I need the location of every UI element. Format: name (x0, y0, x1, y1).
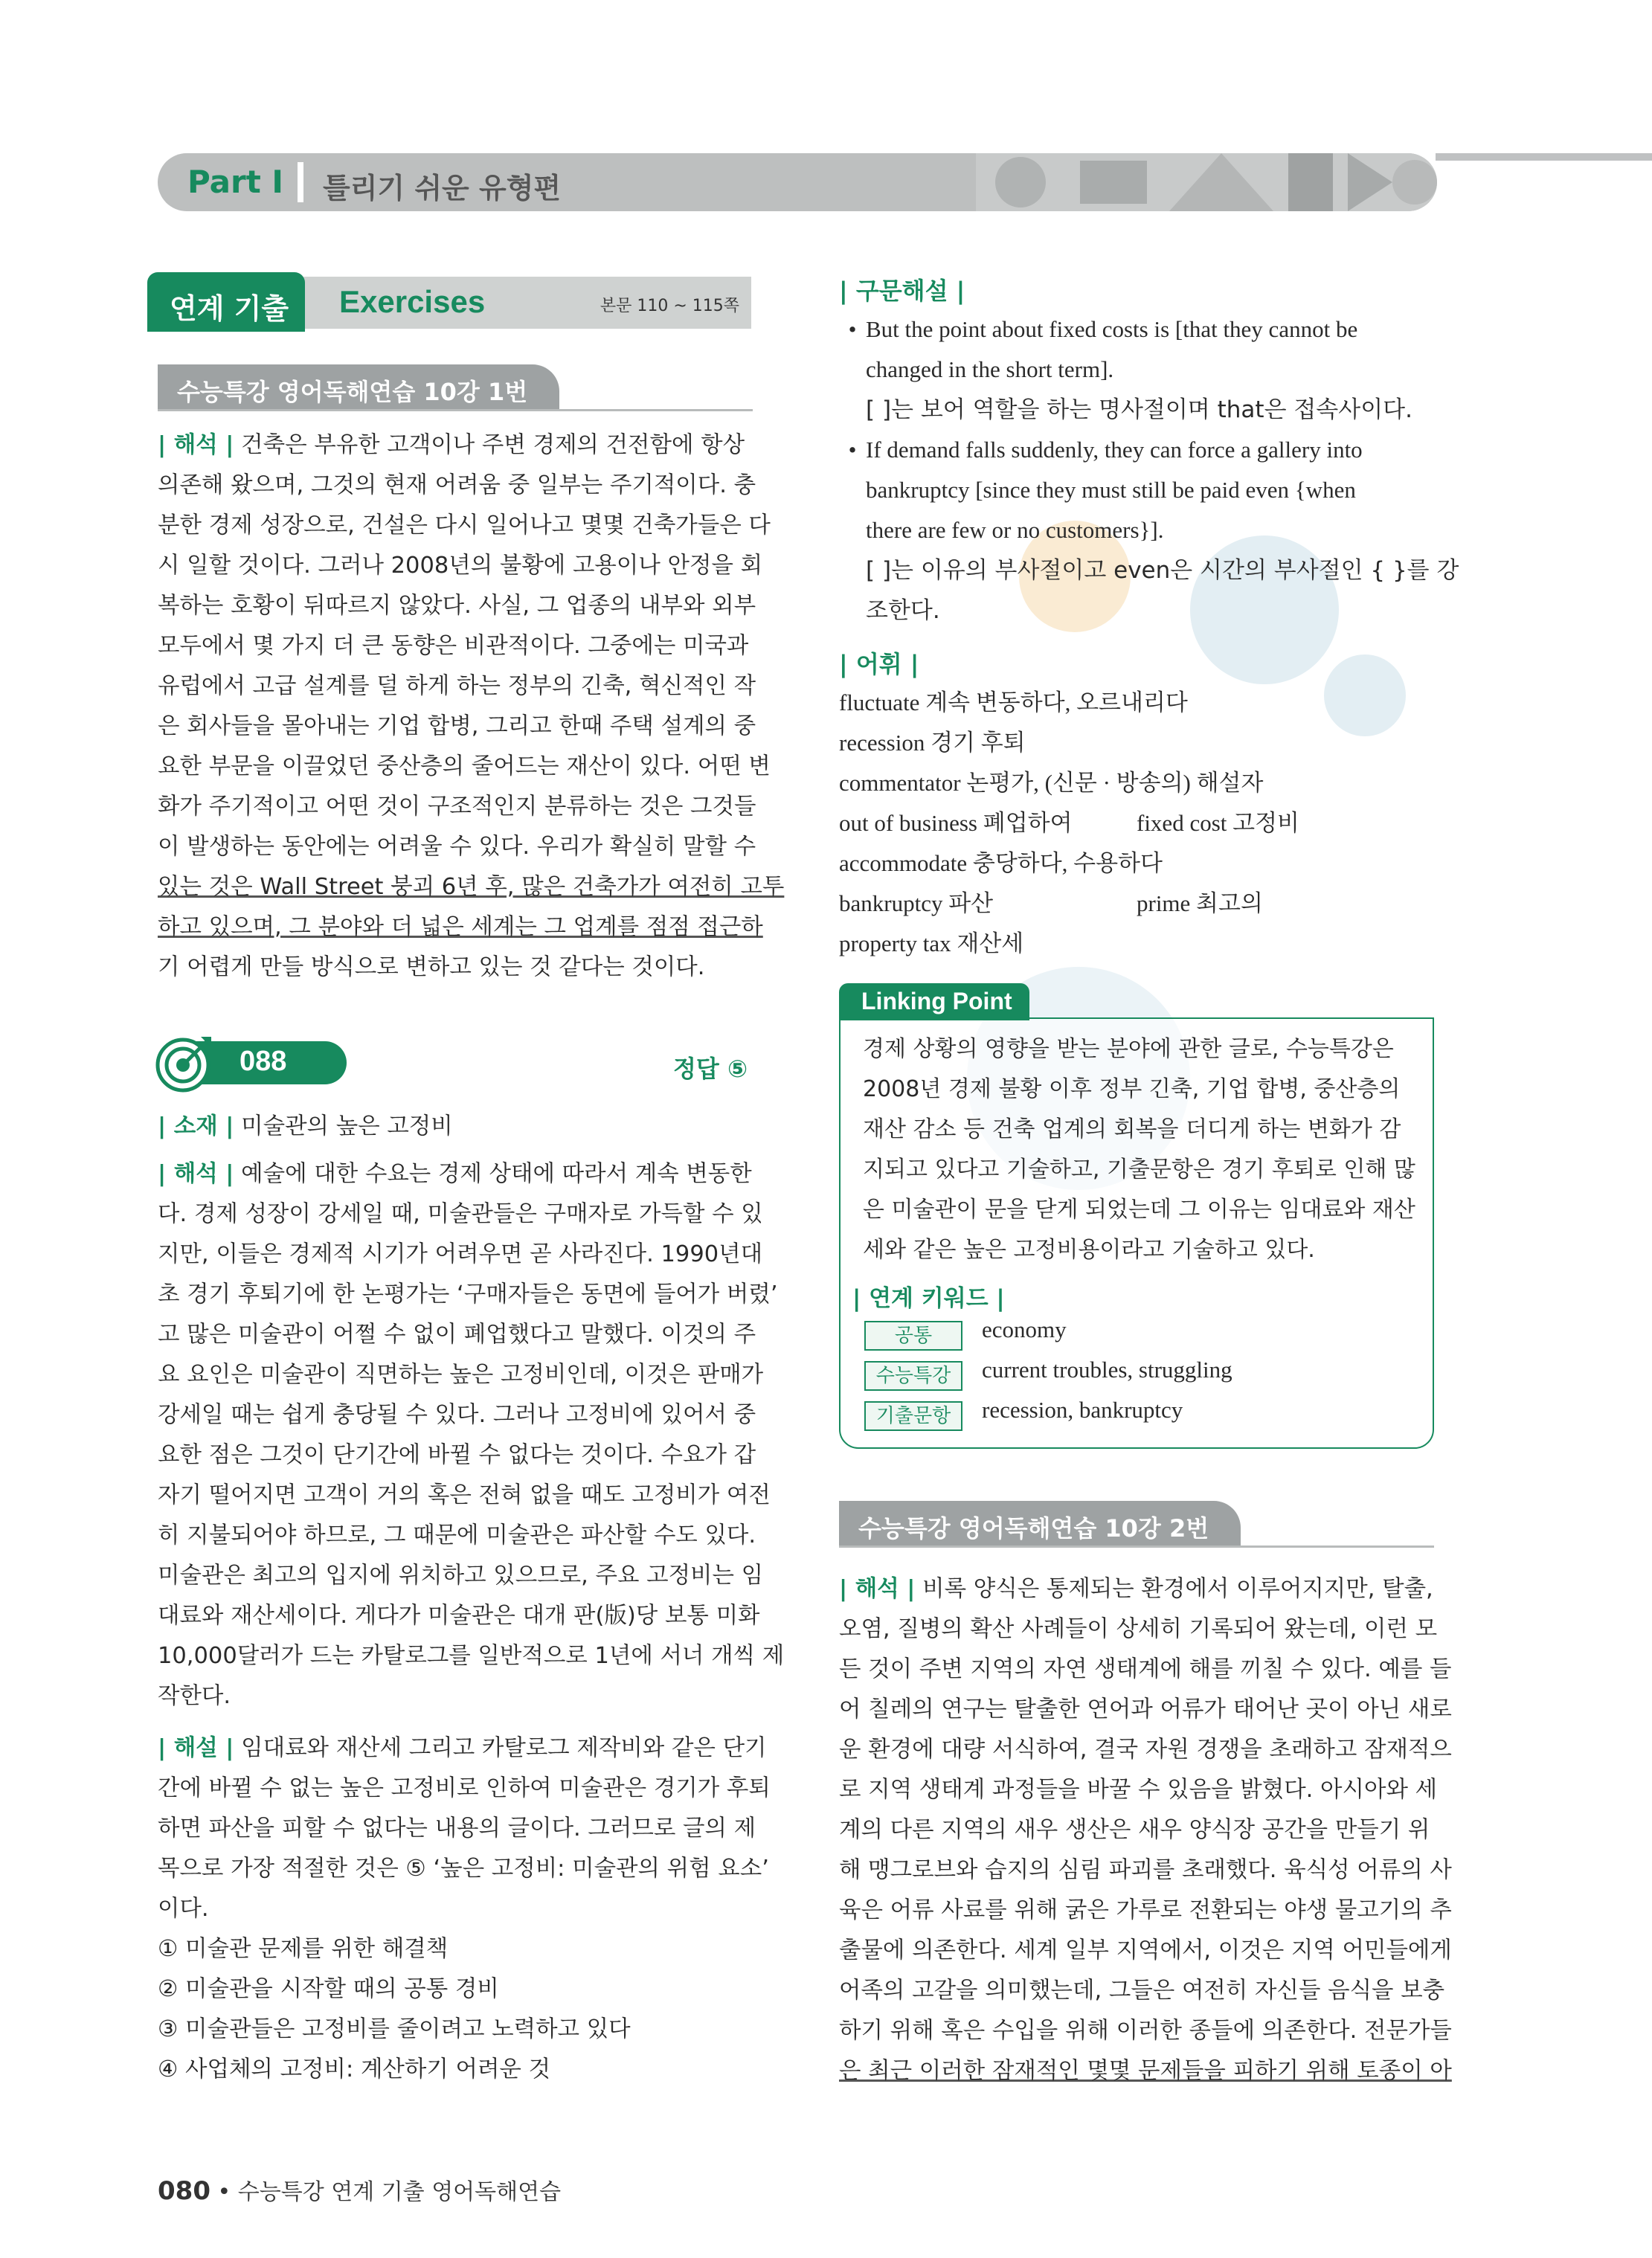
section-title: Exercises (339, 284, 486, 319)
option-1: ① 미술관 문제를 위한 해결책 (158, 1936, 449, 1962)
text-line-underlined: 은 최근 이러한 잠재적인 몇몇 문제들을 피하기 위해 토종이 아 (839, 2058, 1452, 2084)
answer-label: 정답 ⑤ (673, 1055, 748, 1083)
subheader-2-label: 수능특강 영어독해연습 10강 2번 (858, 1514, 1209, 1543)
text-line: 하면 파산을 피할 수 없다는 내용의 글이다. 그러므로 글의 제 (158, 1815, 756, 1842)
text-line: 10,000달러가 드는 카탈로그를 일반적으로 1년에 서너 개씩 제 (158, 1643, 785, 1669)
text-line: 해 맹그로브와 습지의 심림 파괴를 초래했다. 육식성 어류의 사 (839, 1857, 1452, 1883)
vocab-row (839, 884, 1263, 924)
text-line: 모두에서 몇 가지 더 큰 동향은 비관적이다. 그중에는 미국과 (158, 633, 749, 659)
part-label: Part I (187, 164, 284, 200)
text-line: 출물에 의존한다. 세계 일부 지역에서, 이것은 지역 어민들에게 (839, 1937, 1452, 1963)
topic-tag: | 소재 | (158, 1113, 234, 1139)
section-tab-label: 연계 기출 (170, 292, 289, 325)
text-line: 목으로 가장 적절한 것은 ⑤ ‘높은 고정비: 미술관의 위험 요소’ (158, 1856, 769, 1882)
text-line: 지되고 있다고 기술하고, 기출문항은 경기 후퇴로 인해 많 (863, 1157, 1415, 1183)
text-line: 화가 주기적이고 어떤 것이 구조적인지 분류하는 것은 그것들 (158, 794, 756, 820)
translation-tag: | 해석 | (839, 1576, 916, 1602)
vocab-entry: accommodate 충당하다, 수용하다 (839, 850, 1163, 876)
keyword-value: economy (982, 1316, 1067, 1342)
text-line: 요한 부문을 이끌었던 중산층의 줄어드는 재산이 있다. 어떤 변 (158, 753, 771, 779)
keyword-tag: | 연계 키워드 | (852, 1285, 1005, 1312)
text-line: But the point about fixed costs is [that they cannot be (866, 316, 1358, 342)
part-header (158, 153, 1437, 211)
text-line-underlined: 하고 있으며, 그 분야와 더 넓은 세계는 그 업계를 점점 접근하 (158, 914, 763, 940)
text-line: 의존해 왔으며, 그것의 현재 어려움 중 일부는 주기적이다. 충 (158, 472, 756, 498)
vocab-row (839, 843, 1263, 884)
text-line: 로 지역 생태계 과정들을 바꿀 수 있음을 밝혔다. 아시아와 세 (839, 1777, 1438, 1803)
text-line: 하기 위해 혹은 수입을 위해 이러한 종들에 의존한다. 전문가들 (839, 2018, 1452, 2044)
topic-text: 미술관의 높은 고정비 (234, 1113, 453, 1139)
vocab-entry: commentator 논평가, (신문 · 방송의) 해설자 (839, 770, 1264, 796)
keyword-value: recession, bankruptcy (982, 1397, 1183, 1423)
text-line: 이다. (158, 1896, 209, 1922)
text-line: 운 환경에 대량 서식하여, 결국 자원 경쟁을 초래하고 잠재적으 (839, 1737, 1452, 1763)
passage-1-translation (158, 425, 785, 988)
passage-2-translation (158, 1154, 785, 1717)
text-line: 고 많은 미술관이 어쩔 수 없이 폐업했다고 말했다. 이것의 주 (158, 1322, 756, 1348)
part-title: 틀리기 쉬운 유형편 (323, 172, 562, 205)
text-line: [ ]는 보어 역할을 하는 명사절이며 that은 접속사이다. (866, 396, 1412, 423)
text-line: there are few or no customers}]. (866, 517, 1164, 543)
translation-tag: | 해석 | (158, 1161, 234, 1187)
text-line: 기 어렵게 만들 방식으로 변하고 있는 것 같다는 것이다. (158, 954, 705, 980)
option-4: ④ 사업체의 고정비: 계산하기 어려운 것 (158, 2056, 551, 2082)
text-line: 육은 어류 사료를 위해 굵은 가루로 전환되는 야생 물고기의 추 (839, 1897, 1452, 1923)
text-line: 어족의 고갈을 의미했는데, 그들은 여전히 자신들 음식을 보충 (839, 1978, 1445, 2004)
text-line: 경제 상황의 영향을 받는 분야에 관한 글로, 수능특강은 (863, 1036, 1394, 1062)
vocab-entry: recession 경기 후퇴 (839, 730, 1026, 756)
linking-point-tab (839, 983, 1029, 1020)
bullet: • (848, 437, 857, 463)
subheader-1-rule (158, 409, 753, 411)
vocab-row (839, 723, 1263, 763)
bullet: • (848, 316, 857, 342)
text-line: 분한 경제 성장으로, 건설은 다시 일어나고 몇몇 건축가들은 다 (158, 512, 771, 538)
header-decoration (976, 153, 1437, 211)
option-2: ② 미술관을 시작할 때의 공통 경비 (158, 1976, 499, 2002)
target-icon (155, 1034, 214, 1093)
subheader-1-label: 수능특강 영어독해연습 10강 1번 (177, 378, 528, 406)
text-line: 히 지불되어야 하므로, 그 때문에 미술관은 파산할 수도 있다. (158, 1522, 756, 1548)
text-line: 요 요인은 미술관이 직면하는 높은 고정비인데, 이것은 판매가 (158, 1362, 764, 1388)
text-line: changed in the short term]. (866, 356, 1114, 382)
subheader-2-rule (839, 1545, 1434, 1548)
keyword-chip: 기출문항 (864, 1401, 962, 1431)
question-number: 088 (240, 1046, 287, 1077)
text-line: 대료와 재산세이다. 게다가 미술관은 대개 판(版)당 보통 미화 (158, 1603, 760, 1629)
text-line: 초 경기 후퇴기에 한 논평가는 ‘구매자들은 동면에 들어가 버렸’ (158, 1281, 778, 1307)
vocab-row (839, 924, 1263, 964)
text-line: 은 회사들을 몰아내는 기업 합병, 그리고 한때 주택 설계의 중 (158, 713, 756, 739)
vocab-row (839, 683, 1263, 723)
page-footer (158, 2173, 561, 2206)
syntax-line (839, 309, 1434, 350)
option-3: ③ 미술관들은 고정비를 줄이려고 노력하고 있다 (158, 2016, 631, 2042)
section-tab (147, 272, 305, 332)
text-line: 간에 바뀔 수 없는 높은 고정비로 인하여 미술관은 경기가 후퇴 (158, 1775, 771, 1801)
text-line: 복하는 호황이 뒤따르지 않았다. 사실, 그 업종의 내부와 외부 (158, 593, 756, 619)
text-line: 2008년 경제 불황 이후 정부 긴축, 기업 합병, 중산층의 (863, 1076, 1401, 1102)
keyword-value: current troubles, struggling (982, 1357, 1232, 1383)
text-line: bankruptcy [since they must still be paid even {when (866, 477, 1356, 503)
vocab-entry: property tax 재산세 (839, 930, 1024, 956)
text-line-underlined: 있는 것은 Wall Street 붕괴 6년 후, 많은 건축가가 여전히 고투 (158, 874, 785, 900)
explanation-tag: | 해설 | (158, 1735, 234, 1761)
text-line: 작한다. (158, 1683, 231, 1709)
text-line: 유럽에서 고급 설계를 덜 하게 하는 정부의 긴축, 혁신적인 작 (158, 673, 756, 699)
syntax-item-1 (839, 309, 1434, 430)
translation-tag: | 해석 | (158, 432, 234, 458)
text-line: 계의 다른 지역의 새우 생산은 새우 양식장 공간을 만들기 위 (839, 1817, 1430, 1843)
text-line: 세와 같은 높은 고정비용이라고 기술하고 있다. (863, 1237, 1315, 1263)
text-line: 다. 경제 성장이 강세일 때, 미술관들은 구매자로 가득할 수 있 (158, 1201, 763, 1227)
syntax-line (839, 430, 1434, 470)
linking-point-text (863, 1029, 1413, 1270)
text-line: 건축은 부유한 고객이나 주변 경제의 건전함에 항상 (234, 432, 745, 458)
text-line: If demand falls suddenly, they can force a gallery into (866, 437, 1363, 463)
text-line: 시 일할 것이다. 그러나 2008년의 불황에 고용이나 안정을 회 (158, 553, 763, 579)
text-line: 예술에 대한 수요는 경제 상태에 따라서 계속 변동한 (234, 1161, 752, 1187)
syntax-item-2 (839, 430, 1459, 631)
vocab-row (839, 803, 1299, 843)
topic-line (158, 1107, 753, 1147)
keyword-chip: 공통 (864, 1321, 962, 1351)
syntax-tag: | 구문해설 | (839, 277, 965, 305)
text-line: 비록 양식은 통제되는 환경에서 이루어지지만, 탈출, (915, 1576, 1433, 1602)
keyword-chip: 수능특강 (864, 1361, 962, 1391)
vocab-entry: fluctuate 계속 변동하다, 오르내리다 (839, 689, 1188, 715)
vocab-entry: out of business 폐업하여 (839, 810, 1073, 836)
part-separator (298, 162, 303, 202)
vocab-list (839, 683, 1299, 964)
header-rule (1436, 153, 1652, 161)
vocab-entry: bankruptcy 파산 (839, 890, 994, 916)
vocab-entry: prime 최고의 (1137, 890, 1263, 916)
explanation (158, 1728, 771, 2090)
subheader-2 (839, 1501, 1241, 1547)
vocab-tag: | 어휘 | (839, 650, 919, 678)
passage-3-translation (839, 1569, 1452, 2091)
section-bar (283, 277, 751, 329)
vocab-row (839, 763, 1263, 803)
text-line: 재산 감소 등 건축 업계의 회복을 더디게 하는 변화가 감 (863, 1116, 1401, 1142)
text-line: 오염, 질병의 확산 사례들이 상세히 기록되어 왔는데, 이런 모 (839, 1616, 1438, 1642)
text-line: 조한다. (866, 597, 940, 624)
section-reference: 본문 110 ~ 115쪽 (600, 297, 739, 315)
text-line: 강세일 때는 쉽게 충당될 수 있다. 그러나 고정비에 있어서 중 (158, 1402, 756, 1428)
text-line: 요한 점은 그것이 단기간에 바뀔 수 없다는 것이다. 수요가 갑 (158, 1442, 756, 1468)
text-line: 지만, 이들은 경제적 시기가 어려우면 곧 사라진다. 1990년대 (158, 1241, 763, 1267)
text-line: 어 칠레의 연구는 탈출한 연어과 어류가 태어난 곳이 아닌 새로 (839, 1696, 1452, 1723)
text-line: 자기 떨어지면 고객이 거의 혹은 전혀 없을 때도 고정비가 여전 (158, 1482, 771, 1508)
text-line: 임대료와 재산세 그리고 카탈로그 제작비와 같은 단기 (234, 1735, 767, 1761)
text-line: 은 미술관이 문을 닫게 되었는데 그 이유는 임대료와 재산 (863, 1197, 1415, 1223)
text-line: 든 것이 주변 지역의 자연 생태계에 해를 끼칠 수 있다. 예를 들 (839, 1656, 1452, 1682)
text-line: [ ]는 이유의 부사절이고 even은 시간의 부사절인 { }를 강 (866, 557, 1459, 584)
subheader-1 (158, 364, 559, 411)
page-number: 080 (158, 2176, 210, 2206)
vocab-entry: fixed cost 고정비 (1137, 810, 1299, 836)
watermark-circle (1324, 654, 1406, 736)
text-line: 이 발생하는 동안에는 어려울 수 있다. 우리가 확실히 말할 수 (158, 834, 756, 860)
linking-point-title: Linking Point (861, 988, 1012, 1014)
text-line: 미술관은 최고의 입지에 위치하고 있으므로, 주요 고정비는 임 (158, 1563, 764, 1589)
footer-text: • 수능특강 연계 기출 영어독해연습 (210, 2179, 562, 2205)
